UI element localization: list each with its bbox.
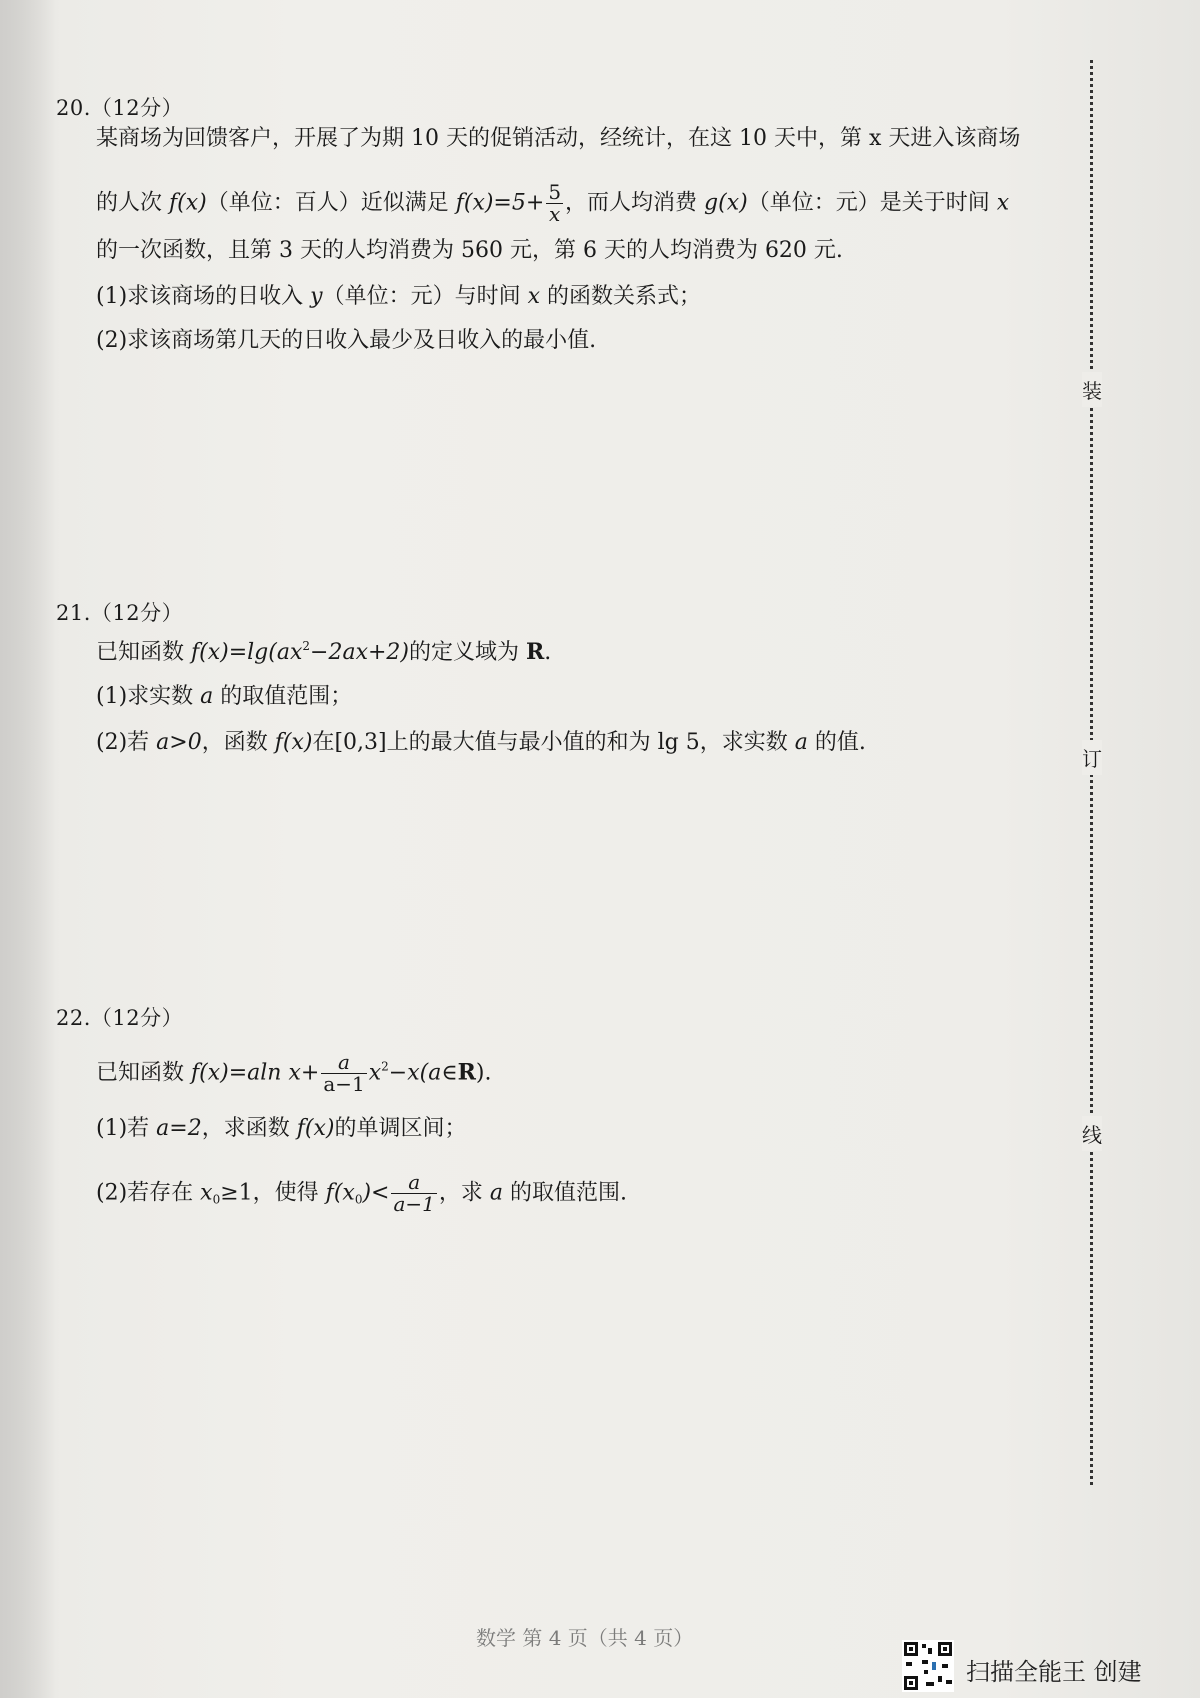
q22-fraction-2: $\frac{a}{a-1}$	[393, 1170, 435, 1216]
qr-code-icon	[902, 1640, 954, 1692]
q21-part2: (2)若 a>0，函数 f(x)在[0,3]上的最大值与最小值的和为 lg 5，求实数 a 的值.	[96, 730, 866, 755]
scan-shadow	[0, 0, 55, 1698]
q20-line2: 的人次 f(x)（单位：百人）近似满足 f(x)=5+ $\frac{5}{x}$ ，而人均消费 g(x)（单位：元）是关于时间 x	[96, 180, 1010, 226]
page-footer: 数学 第 4 页（共 4 页）	[476, 1626, 694, 1650]
q20-line3: 的一次函数，且第 3 天的人均消费为 560 元，第 6 天的人均消费为 620 元.	[96, 238, 843, 263]
binding-label-xian: 线	[1082, 1116, 1102, 1151]
q20-line1: 某商场为回馈客户，开展了为期 10 天的促销活动，经统计，在这 10 天中，第 x 天进入该商场	[96, 126, 1021, 151]
binding-label-zhuang: 装	[1082, 372, 1102, 407]
watermark-text: 扫描全能王 创建	[966, 1658, 1142, 1686]
q22-part1: (1)若 a=2，求函数 f(x)的单调区间；	[96, 1116, 467, 1141]
q20-part1: (1)求该商场的日收入 y（单位：元）与时间 x 的函数关系式；	[96, 284, 702, 309]
q22-line1: 已知函数 f(x)=aln x+ $\frac{a}{a-1}$ $x^2-x(a\in R)$.	[96, 1050, 492, 1096]
q22-fraction: $\frac{a}{a-1}$	[323, 1050, 365, 1096]
q20-part2: (2)求该商场第几天的日收入最少及日收入的最小值.	[96, 328, 597, 353]
q21-heading: 21.（12分）	[56, 601, 184, 625]
binding-label-ding: 订	[1082, 740, 1102, 775]
q22-part2: (2)若存在 $x_0\ge 1$，使得 $f(x_0)<$ $\frac{a}{a-1}$ ，求 a 的取值范围.	[96, 1170, 628, 1216]
q21-line1: 已知函数 $f(x)=\lg(ax^2-2ax+2)$的定义域为 R.	[96, 639, 552, 665]
q20-fraction: $\frac{5}{x}$	[548, 180, 562, 226]
q20-heading: 20.（12分）	[56, 96, 184, 120]
q22-heading: 22.（12分）	[56, 1006, 184, 1030]
q21-part1: (1)求实数 a 的取值范围；	[96, 684, 353, 709]
